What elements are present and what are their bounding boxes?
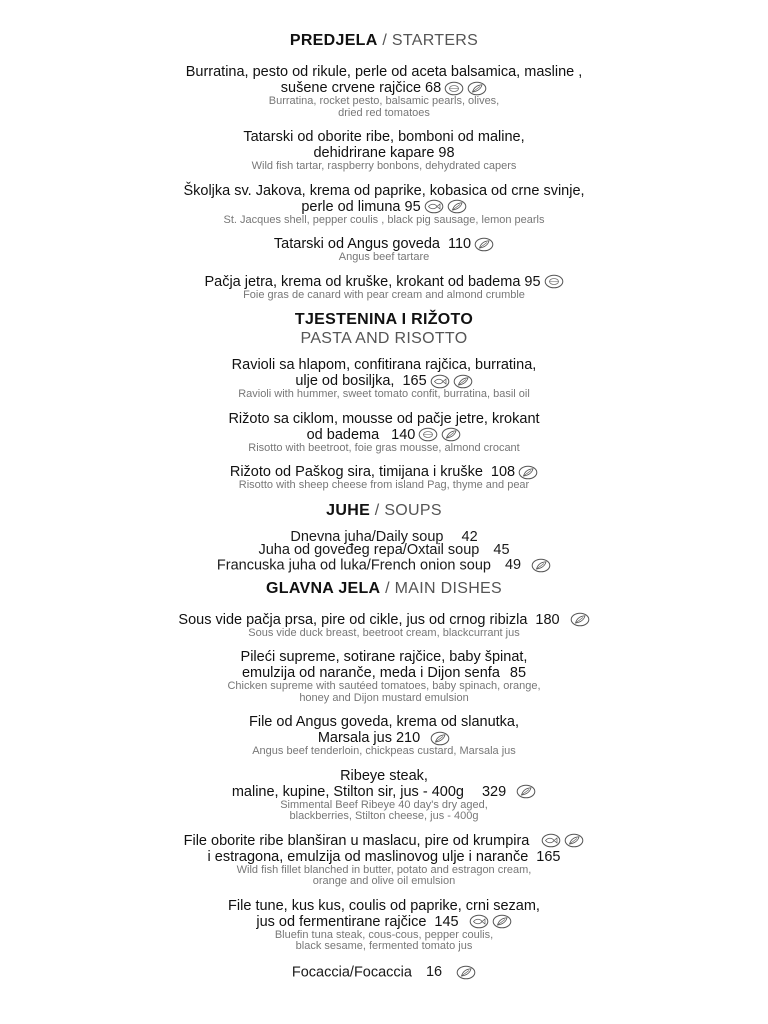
dish-price: 68 — [425, 80, 442, 96]
leaf-icon — [516, 784, 536, 799]
menu-item — [0, 64, 768, 119]
dish-price: 108 — [490, 464, 516, 480]
dish-price: 42 — [461, 528, 478, 545]
dish-name-en: Risotto with sheep cheese from island Pag, thyme and pear — [238, 479, 530, 491]
section-title-mains — [0, 579, 768, 598]
menu-item — [0, 714, 768, 758]
dish-name-en-cont: black sesame, fermented tomato jus — [295, 940, 473, 952]
dish-name-en: Simmental Beef Ribeye 40 day's dry aged, — [280, 798, 488, 811]
dish-price: 95 — [524, 273, 541, 290]
dish-name-hr-cont: Marsala jus — [317, 730, 392, 746]
dish-price: 180 — [535, 611, 560, 628]
leaf-icon — [453, 374, 473, 389]
menu-item — [0, 898, 768, 953]
fish-icon — [541, 833, 561, 848]
title-separator: / — [370, 501, 385, 519]
dish-price: 329 — [481, 783, 507, 800]
dish-name-hr-cont: ulje od bosiljka, — [295, 373, 395, 389]
dish-name-hr: File tune, kus kus, coulis od paprike, crni sezam, — [228, 897, 540, 914]
menu-item — [0, 274, 768, 302]
dish-name-en: Wild fish tartar, raspberry bonbons, dehydrated capers — [251, 160, 517, 172]
section-title-hr: PREDJELA — [289, 32, 378, 49]
section-title-en: STARTERS — [391, 32, 479, 49]
menu-item — [0, 558, 768, 573]
section-title-hr: TJESTENINA I RIŽOTO — [294, 311, 474, 328]
dish-price: 85 — [509, 665, 527, 681]
dish-name-hr: Burratina, pesto od rikule, perle od aceta balsamica, masline , — [185, 64, 583, 80]
leaf-icon — [441, 427, 461, 442]
leaf-icon — [518, 465, 538, 480]
dish-name-en-cont: blackberries, Stilton cheese, jus - 400g — [289, 810, 479, 822]
dish-name-en-cont: orange and olive oil emulsion — [312, 875, 456, 887]
dish-name-en: Daily soup — [375, 528, 444, 545]
leaf-icon — [570, 612, 590, 627]
dish-price: 16 — [425, 963, 443, 980]
leaf-icon — [492, 914, 512, 929]
section-title-en: PASTA AND RISOTTO — [300, 330, 468, 347]
dish-price: 145 — [434, 913, 459, 930]
dish-name-hr: Tatarski od oborite ribe, bomboni od maline, — [243, 129, 525, 145]
section-title-soups — [0, 501, 768, 520]
dish-name-hr: Ribeye steak, — [340, 767, 428, 784]
fish-icon — [469, 914, 489, 929]
dish-name-hr-cont: od badema — [306, 426, 380, 443]
dish-price: 49 — [504, 556, 522, 573]
menu-item — [0, 965, 768, 980]
dish-name-hr: Francuska juha od luka/ — [216, 556, 371, 573]
dish-name-en: Wild fish fillet blanched in butter, potato and estragon cream, — [236, 863, 532, 876]
gluten-free-icon — [418, 427, 438, 442]
gluten-free-icon — [444, 81, 464, 96]
section-title-en: MAIN DISHES — [394, 579, 502, 597]
dish-name-en: Angus beef tartare — [338, 251, 430, 263]
menu-item — [0, 236, 768, 264]
menu-item — [0, 768, 768, 823]
menu-item — [0, 357, 768, 401]
dish-name-en: Risotto with beetroot, foie gras mousse, almond crocant — [248, 441, 520, 454]
dish-name-en: Oxtail soup — [406, 542, 480, 558]
dish-price: 95 — [404, 198, 421, 215]
dish-name-hr-cont: perle od limuna — [301, 198, 401, 215]
dish-name-en: St. Jacques shell, pepper coulis , black pig sausage, lemon pearls — [223, 213, 545, 226]
title-separator: / — [377, 32, 392, 49]
fish-icon — [430, 374, 450, 389]
menu-item — [0, 129, 768, 173]
menu-item — [0, 612, 768, 640]
menu-item — [0, 411, 768, 455]
section-title-pasta — [0, 310, 768, 348]
dish-name-hr-cont: i estragona, emulzija od maslinovog ulje i naranče — [207, 848, 529, 865]
dish-name-en-cont: dried red tomatoes — [338, 106, 430, 119]
gluten-free-icon — [544, 274, 564, 289]
leaf-icon — [456, 965, 476, 980]
dish-name-hr: Dnevna juha/ — [290, 528, 376, 545]
dish-name-hr: Sous vide pačja prsa, pire od cikle, jus od crnog ribizla — [178, 611, 528, 628]
dish-name-en: Burratina, rocket pesto, balsamic pearls, olives, — [268, 95, 500, 107]
section-title-starters — [0, 31, 768, 50]
menu-item — [0, 833, 768, 888]
dish-price: 165 — [402, 373, 427, 389]
dish-price: 210 — [395, 730, 421, 746]
dish-price: 45 — [493, 542, 510, 558]
dish-name-hr: Rižoto sa ciklom, mousse od pačje jetre, krokant — [228, 410, 540, 427]
dish-name-en: Foie gras de canard with pear cream and almond crumble — [243, 288, 525, 301]
menu-item — [0, 183, 768, 227]
menu-item — [0, 464, 768, 492]
dish-name-hr: Juha od goveđeg repa/ — [258, 542, 407, 558]
dish-name-hr-cont: jus od fermentirane rajčice — [256, 913, 427, 930]
dish-name-hr: Focaccia/ — [291, 963, 354, 980]
dish-name-hr: File od Angus goveda, krema od slanutka, — [248, 714, 520, 730]
dish-name-en: Focaccia — [353, 963, 412, 980]
dish-name-en: Ravioli with hummer, sweet tomato confit, burratina, basil oil — [238, 388, 530, 400]
leaf-icon — [474, 237, 494, 252]
dish-name-hr: File oborite ribe blanširan u maslacu, pire od krumpira — [183, 832, 530, 849]
dish-price: 140 — [391, 426, 416, 443]
leaf-icon — [430, 731, 450, 746]
dish-name-hr: Tatarski od Angus goveda — [273, 236, 440, 252]
section-title-hr: JUHE — [326, 501, 371, 519]
dish-price: 110 — [447, 236, 472, 252]
menu-item — [0, 544, 768, 558]
dish-name-en-cont: honey and Dijon mustard emulsion — [299, 691, 469, 704]
leaf-icon — [447, 199, 467, 214]
section-title-en: SOUPS — [384, 501, 442, 519]
fish-icon — [424, 199, 444, 214]
dish-name-hr-cont: dehidrirane kapare — [313, 145, 435, 161]
dish-name-en: Angus beef tenderloin, chickpeas custard, Marsala jus — [252, 745, 516, 757]
dish-name-hr: Ravioli sa hlapom, confitirana rajčica, burratina, — [231, 357, 537, 373]
dish-name-hr: Pačja jetra, krema od kruške, krokant od badema — [204, 273, 521, 290]
dish-name-en: French onion soup — [370, 556, 491, 573]
leaf-icon — [467, 81, 487, 96]
leaf-icon — [531, 558, 551, 573]
title-separator: / — [380, 579, 395, 597]
dish-name-en: Sous vide duck breast, beetroot cream, blackcurrant jus — [248, 626, 520, 639]
dish-name-hr-cont: maline, kupine, Stilton sir, jus - 400g — [231, 783, 464, 800]
dish-name-en: Chicken supreme with sautéed tomatoes, baby spinach, orange, — [227, 680, 541, 692]
dish-name-hr-cont: sušene crvene rajčice — [280, 80, 422, 96]
dish-name-hr: Rižoto od Paškog sira, timijana i kruške — [229, 464, 483, 480]
section-title-hr: GLAVNA JELA — [266, 579, 381, 597]
dish-price: 165 — [536, 848, 561, 865]
dish-name-en: Bluefin tuna steak, cous-cous, pepper coulis, — [274, 928, 494, 941]
dish-name-hr: Školjka sv. Jakova, krema od paprike, kobasica od crne svinje, — [183, 182, 585, 199]
dish-name-hr-cont: emulzija od naranče, meda i Dijon senfa — [241, 665, 500, 681]
leaf-icon — [564, 833, 584, 848]
dish-name-hr: Pileći supreme, sotirane rajčice, baby špinat, — [240, 649, 528, 665]
dish-price: 98 — [438, 145, 455, 161]
menu-item — [0, 649, 768, 704]
